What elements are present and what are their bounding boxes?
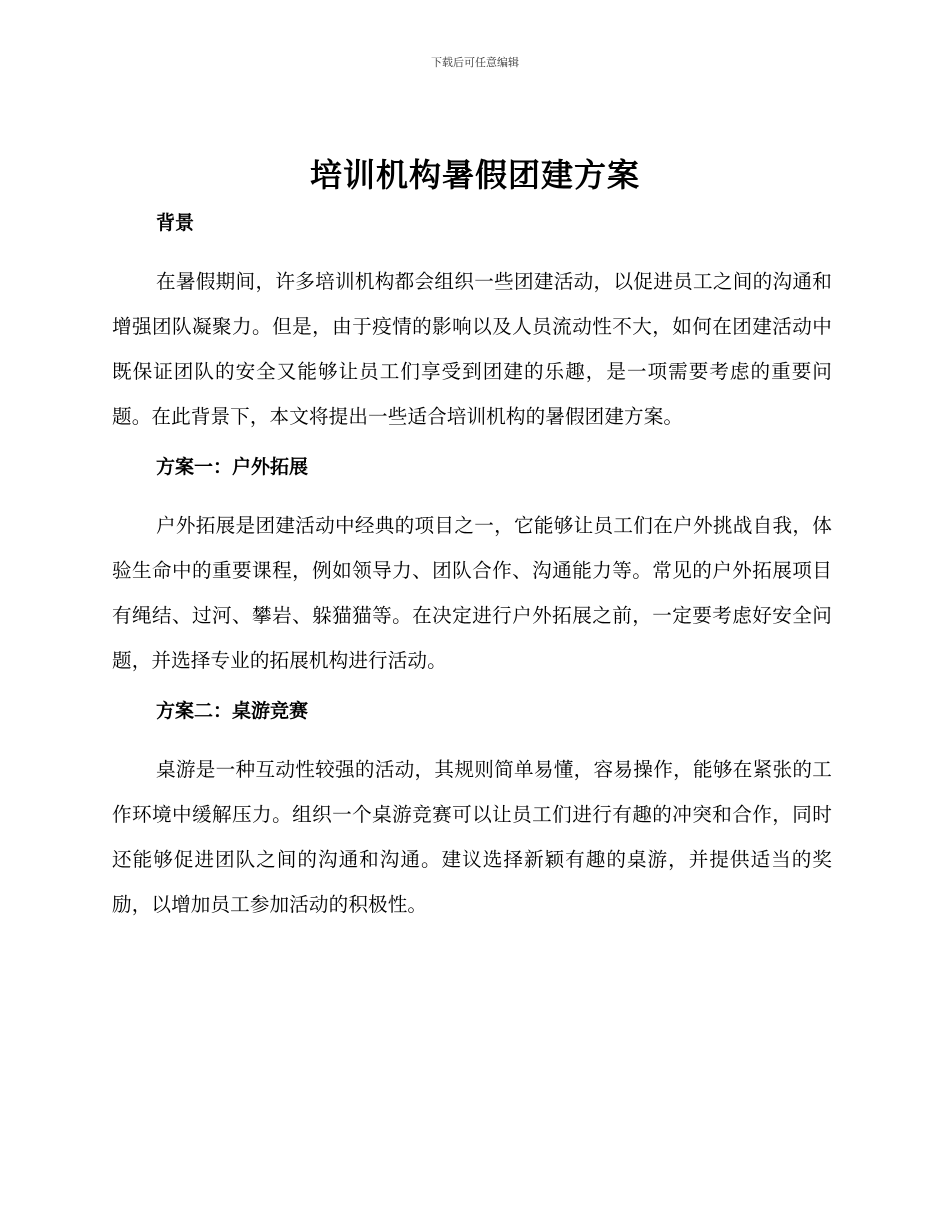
section-background — [112, 205, 832, 449]
section-heading: 方案二：桌游竞赛 — [156, 700, 309, 722]
section-plan-two — [112, 693, 832, 927]
section-paragraph: 桌游是一种互动性较强的活动，其规则简单易懂，容易操作，能够在紧张的工作环境中缓解压力。组织一个桌游竞赛可以让员工们进行有趣的冲突和合作，同时还能够促进团队之间的沟通和沟通。建议选择新颖有趣的桌游，并提供适当的奖励，以增加员工参加活动的积极性。 — [112, 758, 832, 916]
header-note: 下载后可任意编辑 — [431, 56, 519, 69]
section-paragraph: 在暑假期间，许多培训机构都会组织一些团建活动，以促进员工之间的沟通和增强团队凝聚力。但是，由于疫情的影响以及人员流动性不大，如何在团建活动中既保证团队的安全又能够让员工们享受到团建的乐趣，是一项需要考虑的重要问题。在此背景下，本文将提出一些适合培训机构的暑假团建方案。 — [112, 270, 832, 428]
section-heading: 背景 — [156, 212, 195, 234]
section-paragraph: 户外拓展是团建活动中经典的项目之一，它能够让员工们在户外挑战自我，体验生命中的重要课程，例如领导力、团队合作、沟通能力等。常见的户外拓展项目有绳结、过河、攀岩、躲猫猫等。在决定进行户外拓展之前，一定要考虑好安全问题，并选择专业的拓展机构进行活动。 — [112, 514, 832, 672]
document-title: 培训机构暑假团建方案 — [309, 156, 640, 194]
section-plan-one — [112, 449, 832, 693]
document-body — [112, 205, 832, 927]
section-heading: 方案一：户外拓展 — [156, 456, 309, 478]
